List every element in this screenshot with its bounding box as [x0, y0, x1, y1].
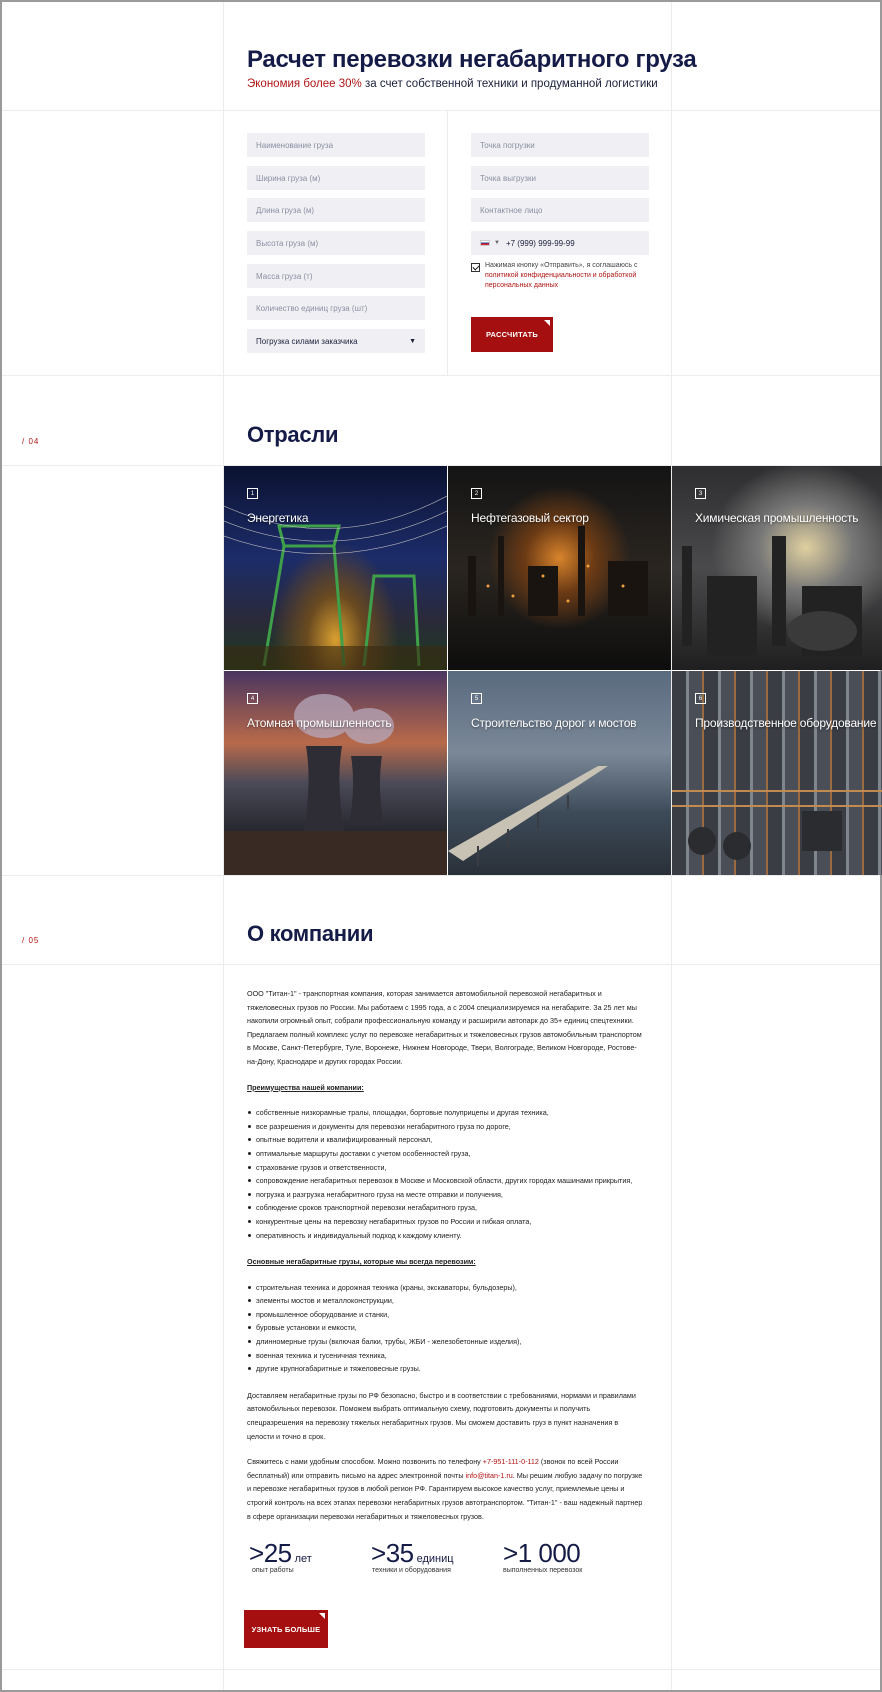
list-item: другие крупногабаритные и тяжеловесные грузы. — [247, 1362, 647, 1376]
grid-line — [2, 375, 880, 376]
consent-checkbox[interactable] — [471, 263, 480, 272]
section-title-about: О компании — [247, 921, 374, 946]
advantages-list — [247, 1106, 647, 1242]
grid-line — [447, 110, 448, 375]
contact-post: . Мы решим любую задачу по погрузке и перевозке негабаритных грузов в любой регион РФ. Гарантируем высокое качество услуг, приемлемые цены и строгий контроль на всех этапах перевозки негабаритных грузов автотранспортом. "Титан-1" - ваш надежный партнер в сфере организации перевозки негабаритных и тяжеловесных грузов. — [247, 1470, 643, 1521]
cargo-mass-input[interactable]: Масса груза (т) — [247, 264, 425, 288]
list-item: буровые установки и емкости, — [247, 1321, 647, 1335]
cargo-length-input[interactable]: Длина груза (м) — [247, 198, 425, 222]
industry-tile-roads-bridges[interactable] — [448, 671, 671, 875]
grid-line — [2, 964, 880, 965]
tile-number: 6 — [695, 693, 706, 704]
loading-select[interactable] — [247, 329, 425, 353]
loading-point-input[interactable]: Точка погрузки — [471, 133, 649, 157]
stat-value-prefix: > — [503, 1538, 518, 1568]
list-item: оперативность и индивидуальный подход к каждому клиенту. — [247, 1229, 647, 1243]
section-number: / 04 — [22, 437, 40, 446]
industry-tile-nuclear[interactable] — [224, 671, 447, 875]
contact-pre: Свяжитесь с нами удобным способом. Можно позвонить по телефону — [247, 1457, 483, 1467]
list-item: опытные водители и квалифицированный персонал, — [247, 1133, 647, 1147]
tile-label: Производственное оборудование — [695, 716, 877, 730]
email-link[interactable]: info@titan-1.ru — [465, 1470, 513, 1480]
industry-tile-oil-gas[interactable] — [448, 466, 671, 670]
tile-label: Атомная промышленность — [247, 716, 392, 730]
list-item: военная техника и гусеничная техника, — [247, 1349, 647, 1363]
chevron-down-icon: ▼ — [494, 240, 500, 246]
unloading-point-input[interactable]: Точка выгрузки — [471, 166, 649, 190]
grid-line — [2, 1669, 880, 1670]
russia-flag-icon[interactable] — [480, 240, 490, 246]
page-title: Расчет перевозки негабаритного груза — [247, 46, 697, 73]
industry-tile-chemical[interactable] — [672, 466, 882, 670]
subtitle-rest: за счет собственной техники и продуманной логистики — [361, 78, 658, 90]
stat-caption: выполненных перевозок — [503, 1567, 583, 1574]
section-number: / 05 — [22, 936, 40, 945]
industry-tile-equipment[interactable] — [672, 671, 882, 875]
learn-more-label: УЗНАТЬ БОЛЬШЕ — [251, 1624, 321, 1634]
stat-value-prefix: > — [249, 1538, 264, 1568]
tile-label: Химическая промышленность — [695, 511, 859, 525]
tile-number: 3 — [695, 488, 706, 499]
subtitle-accent: Экономия более 30% — [247, 78, 362, 90]
stat-value: 1 000 — [517, 1538, 581, 1568]
list-item: элементы мостов и металлоконструкции, — [247, 1294, 647, 1308]
list-item: собственные низкорамные тралы, площадки, бортовые полуприцепы и другая техника, — [247, 1106, 647, 1120]
cargo-list — [247, 1281, 647, 1376]
stat-value: 35 — [385, 1538, 414, 1568]
phone-link[interactable]: +7-951-111-0-112 — [482, 1457, 539, 1467]
cargo-width-input[interactable]: Ширина груза (м) — [247, 166, 425, 190]
privacy-policy-link[interactable]: политикой конфиденциальности и обработкой персональных данных — [485, 272, 637, 289]
tile-number: 4 — [247, 693, 258, 704]
contact-text — [247, 1455, 647, 1523]
calculate-button[interactable] — [471, 317, 553, 352]
consent-text — [485, 261, 655, 291]
consent-label: Нажимая кнопку «Отправить», я соглашаюсь с — [485, 262, 638, 269]
stat-caption: техники и оборудования — [372, 1567, 451, 1574]
stat-years — [249, 1538, 312, 1574]
stat-value: 25 — [263, 1538, 292, 1568]
tile-number: 2 — [471, 488, 482, 499]
cargo-heading: Основные негабаритные грузы, которые мы всегда перевозим: — [247, 1257, 476, 1267]
delivery-text: Доставляем негабаритные грузы по РФ безопасно, быстро и в соответствии с требованиями, нормами и правилами автомобильных перевозок. Поможем выбрать оптимальную схему, подготовить документы и получить спецразрешения на перевозку тяжелых негабаритных грузов. Мы сможем доставить груз в пункт назначения в целости и точно в срок. — [247, 1390, 636, 1441]
list-item: погрузка и разгрузка негабаритного груза на месте отправки и получения, — [247, 1188, 647, 1202]
list-item: строительная техника и дорожная техника (краны, экскаваторы, бульдозеры), — [247, 1281, 647, 1295]
phone-input[interactable] — [471, 231, 649, 255]
stat-units — [371, 1538, 454, 1574]
list-item: длинномерные грузы (включая балки, трубы, ЖБИ - железобетонные изделия), — [247, 1335, 647, 1349]
section-title-industries: Отрасли — [247, 422, 339, 447]
cargo-name-input[interactable]: Наименование груза — [247, 133, 425, 157]
grid-line — [2, 110, 880, 111]
about-intro: ООО "Титан-1" - транспортная компания, которая занимается автомобильной перевозкой негабаритных и тяжеловесных грузов по России. Мы работаем с 1995 года, а с 2004 специализируемся на негабарите. За 25 лет мы накопили огромный опыт, собрали профессиональную команду и расширили автопарк до 35+ единиц спецтехники. Предлагаем полный комплекс услуг по перевозке негабаритных и тяжеловесных грузов автомобильным транспортом в Москве, Санкт-Петербурге, Туле, Воронеже, Нижнем Новгороде, Твери, Волгограде, Великом Новгороде, Ростове-на-Дону, Краснодаре и других городах России. — [247, 989, 642, 1066]
list-item: сопровождение негабаритных перевозок в Москве и Московской области, других городах машинами прикрытия, — [247, 1174, 647, 1188]
list-item: страхование грузов и ответственности, — [247, 1161, 647, 1175]
learn-more-button[interactable] — [244, 1610, 328, 1648]
tile-number: 1 — [247, 488, 258, 499]
stat-unit: лет — [294, 1553, 312, 1565]
stat-deliveries — [503, 1538, 583, 1574]
stat-unit: единиц — [416, 1553, 454, 1565]
tile-number: 5 — [471, 693, 482, 704]
subtitle — [247, 78, 658, 90]
grid-line — [2, 875, 880, 876]
loading-select-value: Погрузка силами заказчика — [256, 336, 358, 346]
list-item: конкурентные цены на перевозку негабаритных грузов по России и гибкая оплата, — [247, 1215, 647, 1229]
tile-label: Нефтегазовый сектор — [471, 511, 589, 525]
about-text — [247, 987, 647, 1535]
contact-mid: (звонок по всей России бесплатный) или отправить письмо на адрес электронной почты — [247, 1457, 619, 1480]
stat-value-prefix: > — [371, 1538, 386, 1568]
list-item: все разрешения и документы для перевозки негабаритного груза по дороге, — [247, 1120, 647, 1134]
tile-label: Энергетика — [247, 511, 309, 525]
calculate-button-label: РАССЧИТАТЬ — [485, 330, 538, 339]
list-item: промышленное оборудование и станки, — [247, 1308, 647, 1322]
phone-placeholder: +7 (999) 999-99-99 — [505, 238, 575, 248]
list-item: соблюдение сроков транспортной перевозки негабаритного груза, — [247, 1201, 647, 1215]
cargo-height-input[interactable]: Высота груза (м) — [247, 231, 425, 255]
contact-person-input[interactable]: Контактное лицо — [471, 198, 649, 222]
chevron-down-icon: ▼ — [409, 337, 416, 345]
cargo-quantity-input[interactable]: Количество единиц груза (шт) — [247, 296, 425, 320]
advantages-heading: Преимущества нашей компании: — [247, 1082, 364, 1092]
list-item: оптимальные маршруты доставки с учетом особенностей груза, — [247, 1147, 647, 1161]
tile-label: Строительство дорог и мостов — [471, 716, 637, 730]
industry-tile-energy[interactable] — [224, 466, 447, 670]
stat-caption: опыт работы — [252, 1567, 294, 1574]
